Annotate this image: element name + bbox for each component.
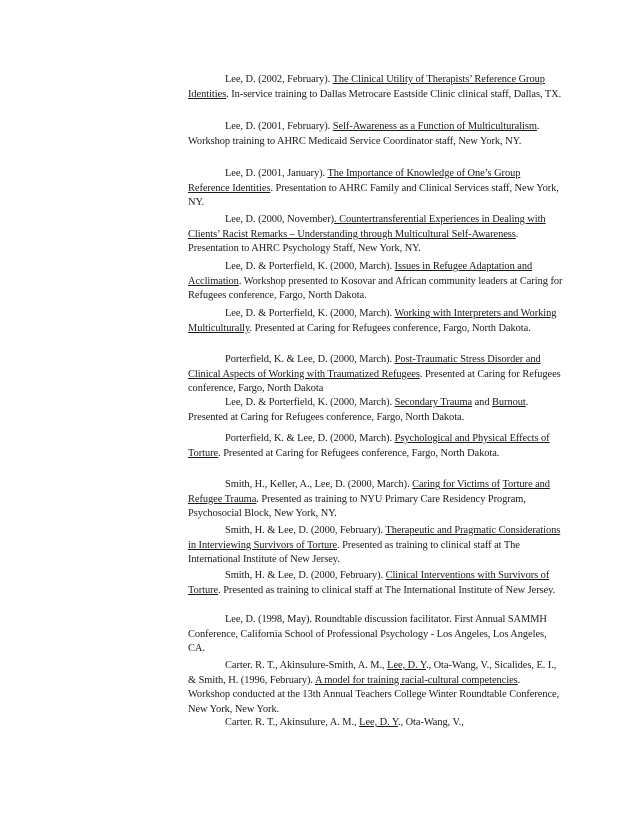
citation-title: Working with Interpreters and Working Multiculturally xyxy=(188,308,557,334)
citation-text: Lee, D. (2001, February). xyxy=(225,121,333,132)
citation-text: Carter. R. T., Akinsulure-Smith, A. M., xyxy=(225,660,388,671)
citation-text: Smith, H. & Lee, D. (2000, February). xyxy=(225,570,386,581)
citation-title: Caring for Victims of xyxy=(412,479,501,490)
citation-text: . Workshop training to AHRC Medicaid Service Coordinator staff, New York, NY. xyxy=(188,121,540,147)
citation-text: Lee, D. & Porterfield, K. (2000, March). xyxy=(225,261,395,272)
citation-entry xyxy=(188,396,563,425)
citation-entry xyxy=(188,716,563,731)
citation-title: The Clinical Utility of Therapists’ Reference Group Identities xyxy=(188,74,545,100)
citation-text: Lee, D. (2001, January). xyxy=(225,168,328,179)
citation-text: Lee, D. (1998, May). Roundtable discussion facilitator. First Annual SAMMH Conference, California School of Professional Psychology - Los Angeles, Los Angeles, CA. xyxy=(188,614,547,655)
citation-text: Smith, H., Keller, A., Lee, D. (2000, March). xyxy=(225,479,413,490)
citation-entry xyxy=(188,260,563,304)
citation-entry xyxy=(188,659,563,717)
citation-entry xyxy=(188,432,563,461)
citation-text: . Presented as training to NYU Primary Care Residency Program, Psychosocial Block, New York, NY. xyxy=(188,493,526,520)
citation-entry xyxy=(188,478,563,522)
citation-title: Burnout xyxy=(492,397,526,408)
citation-text: Lee, D. (2002, February). xyxy=(225,74,333,85)
citation-text: Carter. R. T., Akinsulure, A. M., xyxy=(225,717,360,728)
citation-entry xyxy=(188,524,563,568)
citation-text: . Presented as training to clinical staff at The International Institute of New Jersey. xyxy=(188,539,520,566)
citation-text: ., Ota-Wang, V., Sicalides, E. I., & Smith, H. (1996, February). xyxy=(188,660,557,686)
citation-entry xyxy=(188,213,563,257)
citation-text: . Presented at Caring for Refugees conference, Fargo, North Dakota xyxy=(188,368,561,395)
citation-entry xyxy=(188,167,563,211)
citation-text: ., Ota-Wang, V., xyxy=(397,717,464,728)
citation-title: Issues in Refugee Adaptation and Acclimation xyxy=(188,261,533,287)
citation-text: . Presented at Caring for Refugees conference, Fargo, North Dakota. xyxy=(188,397,529,423)
citation-text: Lee, D. & Porterfield, K. (2000, March). xyxy=(225,397,395,408)
citation-text: Porterfield, K. & Lee, D. (2000, March). xyxy=(225,433,395,444)
citation-text: . Workshop conducted at the 13th Annual Teachers College Winter Roundtable Conference, New York, New York. xyxy=(188,674,560,715)
citation-title: . Countertransferential Experiences in Dealing with Clients’ Racist Remarks – Understanding through Multicultural Self-Awareness xyxy=(188,214,546,240)
citation-title: Psychological and Physical Effects of Torture xyxy=(188,433,550,459)
citation-title: Self-Awareness as a Function of Multiculturalism xyxy=(332,121,537,132)
citation-entry xyxy=(188,569,563,598)
citation-text: . Presentation to AHRC Family and Clinical Services staff, New York, NY. xyxy=(188,182,559,209)
citation-title: The Importance of Knowledge of One’s Group Reference Identities xyxy=(188,168,521,194)
citation-title: Post-Traumatic Stress Disorder and Clinical Aspects of Working with Traumatized Refugees xyxy=(188,354,541,380)
citation-title: Lee, D. Y xyxy=(359,717,398,728)
citation-text: Lee, D. (2000, November) xyxy=(225,214,335,225)
citation-entry xyxy=(188,120,563,149)
citation-entry xyxy=(188,307,563,336)
citation-title: Torture and Refugee Trauma xyxy=(188,479,550,505)
citation-title: Lee, D. Y xyxy=(387,660,426,671)
citation-text: . Workshop presented to Kosovar and African community leaders at Caring for Refugees conference, Fargo, North Dakota. xyxy=(188,275,563,302)
citation-text: and xyxy=(472,397,493,408)
citation-text: . Presented at Caring for Refugees conference, Fargo, North Dakota. xyxy=(249,322,531,334)
citation-text: . Presented at Caring for Refugees conference, Fargo, North Dakota. xyxy=(218,447,500,459)
citation-text: . Presentation to AHRC Psychology Staff, New York, NY. xyxy=(188,228,519,255)
citation-text: Lee, D. & Porterfield, K. (2000, March). xyxy=(225,308,395,319)
citation-title: Clinical Interventions with Survivors of Torture xyxy=(188,570,550,596)
citation-text: . In-service training to Dallas Metrocare Eastside Clinic clinical staff, Dallas, TX. xyxy=(226,88,562,100)
citation-entry xyxy=(188,353,563,397)
citation-text: Porterfield, K. & Lee, D. (2000, March). xyxy=(225,354,395,365)
citation-title: Secondary Trauma xyxy=(394,397,473,408)
citation-title: A model for training racial-cultural competencies xyxy=(314,674,518,686)
citation-entry xyxy=(188,73,563,102)
citation-text: . Presented as training to clinical staff at The International Institute of New Jersey. xyxy=(218,584,556,596)
citation-text: Smith, H. & Lee, D. (2000, February). xyxy=(225,525,386,536)
citation-title: Therapeutic and Pragmatic Considerations in Interviewing Survivors of Torture xyxy=(188,525,561,551)
citation-entry xyxy=(188,613,563,657)
